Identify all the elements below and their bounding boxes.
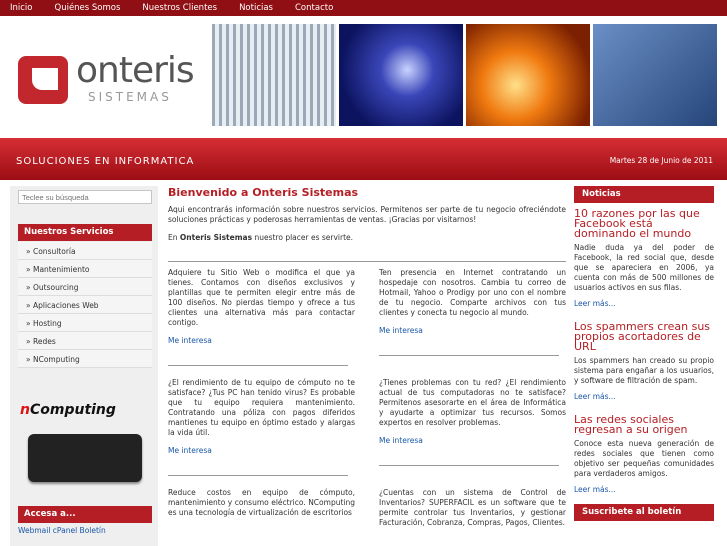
banner [0, 138, 727, 180]
news-headline[interactable]: Las redes sociales regresan a su origen [574, 413, 688, 436]
ncomputing-device [28, 434, 142, 482]
logo-subtitle: SISTEMAS [88, 90, 172, 104]
block-text: ¿Cuentas con un sistema de Control de Inventarios? SUPERFACIL es un software que te permite controlar tus Inventarios, y gestionar Facturación, Cobranza, Compras, Pagos, Clientes. [379, 488, 566, 527]
photo-building [212, 24, 336, 126]
block-text: Reduce costos en equipo de cómputo, mantenimiento y consumo eléctrico. NComputing es una tecnología de virtualización de escritorios [168, 488, 355, 517]
photo-tech [339, 24, 463, 126]
service-item[interactable]: » Aplicaciones Web [18, 296, 152, 314]
block-text: Ten presencia en Internet contratando un hospedaje con nosotros. Cambia tu correo de Hotmail, Yahoo o Prodigy por uno con el nombre de tu negocio. Comparte archivos con tus clientes y conecta tu negocio al mundo. [379, 268, 566, 317]
read-more[interactable]: Leer más... [574, 392, 616, 401]
read-more[interactable]: Leer más... [574, 485, 616, 494]
service-item[interactable]: » Consultoría [18, 242, 152, 260]
photo-binary [466, 24, 590, 126]
right-sidebar [574, 186, 714, 521]
intro-2: En Onteris Sistemas nuestro placer es servirte. [168, 233, 354, 242]
top-nav [0, 0, 727, 16]
read-more[interactable]: Leer más... [574, 299, 616, 308]
service-item[interactable]: » Mantenimiento [18, 260, 152, 278]
block-text: ¿Tienes problemas con tu red? ¿El rendimiento actual de tus computadoras no te satisface? Permitenos asesorarte en el área de Informática y ayudarte a optimizar tus recursos. Somos expertos en resolver problemas. [379, 378, 566, 427]
search-input[interactable] [18, 190, 152, 204]
block-link[interactable]: Me interesa [168, 446, 212, 455]
acceso-title: Accesa a... [18, 506, 152, 523]
block-text: ¿El rendimiento de tu equipo de cómputo no te satisface? ¿Tus PC han tenido virus? Es probable que tu equipo requiera mantenimiento. Contratando una póliza con pagos diferidos mantienes tu equipo en óptimo estado y alargas la vida útil. [168, 378, 355, 437]
nav-noticias[interactable]: Noticias [239, 3, 273, 13]
service-item[interactable]: » Redes [18, 332, 152, 350]
main-content [168, 186, 566, 528]
tagline: SOLUCIONES EN INFORMATICA [16, 156, 195, 167]
news-headline[interactable]: Los spammers crean sus propios acortadores de URL [574, 320, 711, 353]
header-photos [212, 24, 717, 126]
news-text: Conoce esta nueva generación de redes sociales que tienen como objetivo ser pequeñas comunidades para verdaderos amigos. [574, 439, 714, 478]
block-link[interactable]: Me interesa [379, 436, 423, 445]
news-headline[interactable]: 10 razones por las que Facebook está dominando el mundo [574, 207, 700, 240]
logo-name: onteris [76, 50, 194, 91]
photo-team [593, 24, 717, 126]
nav-quienes-somos[interactable]: Quiénes Somos [54, 3, 121, 13]
service-item[interactable]: » Hosting [18, 314, 152, 332]
page-title: Bienvenido a Onteris Sistemas [168, 186, 359, 199]
news-title: Noticias [574, 186, 714, 203]
service-item[interactable]: » NComputing [18, 350, 152, 368]
block-text: Adquiere tu Sitio Web o modifica el que ya tienes. Contamos con diseños exclusivos y plantillas que te permiten elegir entre más de 100 diseños. No pierdas tiempo y ofrece a tus clientes una alternativa más para contactar contigo. [168, 268, 355, 327]
news-text: Los spammers han creado su propio sistema para engañar a los usuarios, y software de filtración de spam. [574, 356, 714, 385]
date: Martes 28 de Junio de 2011 [609, 156, 713, 165]
news-text: Nadie duda ya del poder de Facebook, la red social que, desde que se apareciera en 2006, ya cuenta con más de 500 millones de usuarios activos en sus filas. [574, 243, 714, 292]
ncomputing-ad[interactable] [18, 400, 152, 490]
block-link[interactable]: Me interesa [168, 336, 212, 345]
ncomputing-logo: nComputing [20, 402, 116, 418]
subscribe-title: Suscribete al boletín [574, 504, 714, 521]
nav-contacto[interactable]: Contacto [295, 3, 334, 13]
logo-mark [18, 56, 68, 104]
acceso-links[interactable]: Webmail cPanel Boletín [18, 526, 106, 535]
nav-clientes[interactable]: Nuestros Clientes [142, 3, 218, 13]
services-title: Nuestros Servicios [18, 224, 152, 241]
nav-inicio[interactable]: Inicio [10, 3, 33, 13]
service-item[interactable]: » Outsourcing [18, 278, 152, 296]
services-list [18, 242, 152, 368]
left-sidebar [10, 186, 158, 546]
header [0, 16, 727, 138]
intro: Aqui encontrarás información sobre nuestros servicios. Permitenos ser parte de tu negocio ofreciéndote soluciones prácticas y poderosas herramientas de ventas. ¡Gracias por visitarnos! [168, 205, 566, 224]
block-link[interactable]: Me interesa [379, 326, 423, 335]
